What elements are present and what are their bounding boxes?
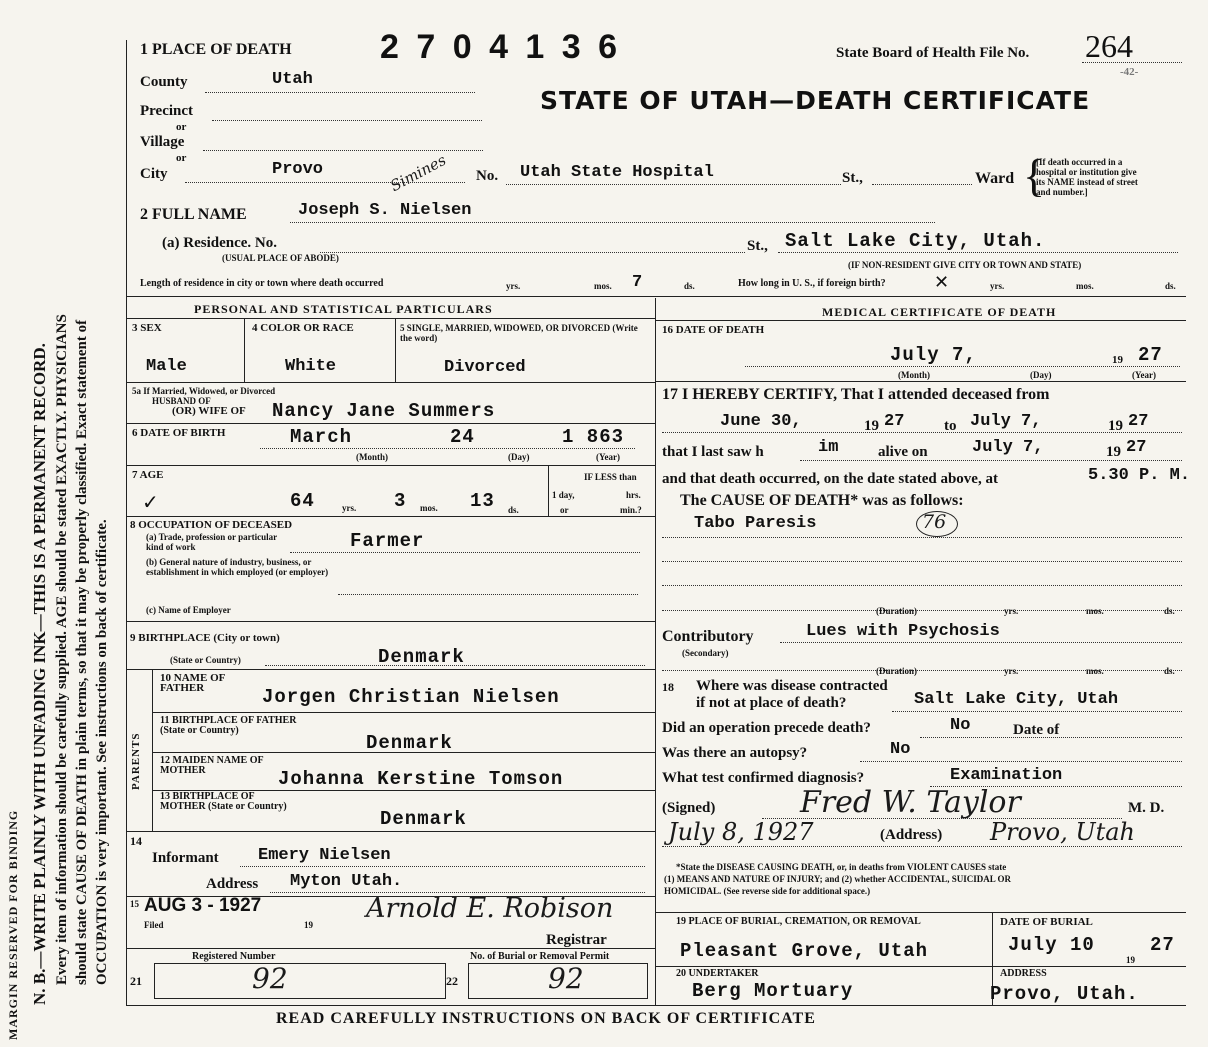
burial-place-label: 19 PLACE OF BURIAL, CREMATION, OR REMOVAL [676, 916, 921, 927]
residence-value: Salt Lake City, Utah. [785, 230, 1046, 252]
spouse-value: Nancy Jane Summers [272, 400, 496, 422]
residence-sub-label: (USUAL PLACE OF ABODE) [222, 253, 339, 263]
file-no-line [1082, 62, 1182, 63]
dob-day: 24 [450, 426, 475, 448]
last-saw-year: 27 [1126, 438, 1147, 457]
file-no-sub: -42- [1120, 66, 1139, 78]
age-days: 13 [470, 490, 495, 512]
city-value: Provo [272, 160, 324, 179]
rule-undertaker-top [655, 966, 1186, 967]
dod-year-caption: (Year) [1132, 370, 1156, 380]
undertaker-address-label: ADDRESS [1000, 968, 1047, 979]
mother-label: 12 MAIDEN NAME OF MOTHER [160, 755, 264, 776]
contributory-duration-line [662, 670, 1182, 671]
sign-date: July 8, 1927 [668, 818, 814, 846]
cause-value: Tabo Paresis [694, 514, 817, 533]
burial-date-19: 19 [1126, 955, 1135, 965]
city-label: City [140, 166, 168, 182]
contributory-ds-label: ds. [1164, 666, 1175, 676]
attend-to-label: to [944, 418, 957, 434]
rule-age-less [548, 465, 549, 516]
cause-duration-label: (Duration) [876, 606, 917, 616]
ward-label: Ward [975, 170, 1015, 187]
signed-label: (Signed) [662, 800, 716, 816]
father-birthplace-value: Denmark [366, 732, 453, 754]
dob-label: 6 DATE OF BIRTH [132, 427, 226, 439]
informant-value: Emery Nielsen [258, 846, 391, 865]
last-saw-pronoun: im [818, 438, 839, 457]
where-contracted-label: Where was disease contracted [696, 678, 888, 694]
residence-label: (a) Residence. No. [162, 235, 277, 251]
where-contracted-label-2: if not at place of death? [696, 695, 847, 711]
occupation-a-line [290, 552, 640, 553]
sex-label: 3 SEX [132, 322, 162, 334]
registered-number-value: 92 [252, 962, 288, 995]
informant-line [240, 866, 645, 867]
years-in-us-label: How long in U. S., if foreign birth? [738, 278, 886, 289]
ward-brace: { [1023, 150, 1046, 201]
contributory-value: Lues with Psychosis [806, 622, 1000, 641]
test-value: Examination [950, 766, 1063, 785]
less-day-label: 1 day, [552, 490, 575, 500]
operation-date-label: Date of [1013, 722, 1060, 738]
permanent-record-note: N. B.—WRITE PLAINLY WITH UNFADING INK—THIS IS A PERMANENT RECORD. [30, 343, 49, 1005]
county-label: County [140, 74, 188, 90]
city-line [185, 182, 465, 183]
us-mos-label: mos. [1076, 281, 1094, 291]
dod-19: 19 [1112, 354, 1123, 366]
parents-label: PARENTS [130, 732, 142, 790]
occupation-b-line [338, 594, 638, 595]
attended-to-year: 27 [1128, 412, 1149, 431]
mother-value: Johanna Kerstine Tomson [278, 768, 564, 790]
st-line [872, 184, 972, 185]
undertaker-value: Berg Mortuary [692, 980, 854, 1002]
alive-on-label: alive on [878, 444, 928, 460]
autopsy-value: No [890, 740, 911, 759]
birthplace-label: 9 BIRTHPLACE (City or town) [130, 632, 280, 644]
autopsy-label: Was there an autopsy? [662, 745, 808, 761]
cause-line-3 [662, 585, 1182, 586]
rule-medical-top [655, 320, 1186, 321]
date-of-death-value: July 7, [890, 344, 977, 366]
precinct-label: Precinct [140, 103, 194, 119]
spouse-label-2: HUSBAND OF [152, 396, 211, 406]
operation-value: No [950, 716, 971, 735]
father-value: Jorgen Christian Nielsen [262, 686, 560, 708]
rule-below-dod [655, 381, 1186, 382]
date-of-death-year: 27 [1138, 344, 1163, 366]
operation-label: Did an operation precede death? [662, 720, 871, 736]
rule-below-dob [126, 465, 655, 466]
marital-label: 5 SINGLE, MARRIED, WIDOWED, OR DIVORCED (Write the word) [400, 323, 638, 343]
num-22: 22 [446, 974, 458, 988]
informant-num: 14 [130, 834, 142, 848]
certificate-number: 2 7 0 4 1 3 6 [380, 28, 622, 66]
residence-no-line [320, 252, 745, 253]
physician-signature: Fred W. Taylor [800, 785, 1021, 820]
spouse-label-3: (OR) WIFE OF [172, 405, 246, 417]
date-of-death-label: 16 DATE OF DEATH [662, 324, 765, 336]
less-than-label: IF LESS than [584, 472, 637, 482]
full-name-line [290, 222, 935, 223]
file-number: 264 [1085, 28, 1133, 64]
personal-section-title: PERSONAL AND STATISTICAL PARTICULARS [194, 302, 493, 316]
occupation-label: 8 OCCUPATION OF DECEASED [130, 519, 293, 531]
footer-instructions: READ CAREFULLY INSTRUCTIONS ON BACK OF CERTIFICATE [276, 1010, 816, 1027]
dob-year-caption: (Year) [596, 452, 620, 462]
dod-month-caption: (Month) [898, 370, 930, 380]
spouse-label-1: 5a If Married, Widowed, or Divorced [132, 386, 276, 396]
or-label-2: or [176, 152, 187, 164]
institution-line [506, 184, 841, 185]
sex-value: Male [146, 357, 187, 376]
rule-parents [152, 669, 153, 831]
father-birthplace-label: 11 BIRTHPLACE OF FATHER (State or Country) [160, 715, 297, 736]
precinct-line [212, 120, 482, 121]
autopsy-line [860, 761, 1182, 762]
last-saw-line [800, 460, 1182, 461]
registered-number-label: Registered Number [192, 951, 276, 962]
dob-month: March [290, 426, 353, 448]
where-contracted-line [892, 711, 1182, 712]
cause-yrs-label: yrs. [1004, 606, 1019, 616]
sign-date-line [662, 846, 1182, 847]
county-line [205, 92, 475, 93]
form-bottom-border [126, 1005, 1186, 1006]
institution-value: Utah State Hospital [520, 163, 714, 182]
footnote-line-1: *State the DISEASE CAUSING DEATH, or, in deaths from VIOLENT CAUSES state [676, 862, 1007, 872]
undertaker-address-value: Provo, Utah. [990, 983, 1139, 1005]
less-hrs-label: hrs. [626, 490, 641, 500]
birthplace-line [265, 665, 645, 666]
burial-date-year: 27 [1150, 934, 1175, 956]
last-saw-label: that I last saw h [662, 444, 764, 460]
q18-num: 18 [662, 680, 674, 694]
place-of-death-label: 1 PLACE OF DEATH [140, 41, 292, 58]
occupation-value: Farmer [350, 530, 425, 552]
footnote-line-2: (1) MEANS AND NATURE OF INJURY; and (2) whether ACCIDENTAL, SUICIDAL OR [664, 874, 1012, 884]
cause-line-2 [662, 561, 1182, 562]
rule-below-father [152, 712, 655, 713]
us-yrs-label: yrs. [990, 281, 1005, 291]
full-name-value: Joseph S. Nielsen [298, 201, 472, 220]
residence-st-label: St., [747, 238, 768, 254]
certify-label: 17 I HEREBY CERTIFY, That I attended deceased from [662, 386, 1050, 403]
birthplace-value: Denmark [378, 646, 465, 668]
village-label: Village [140, 134, 185, 150]
length-of-residence-label: Length of residence in city or town where death occurred [140, 278, 384, 289]
contributory-label: Contributory [662, 628, 754, 645]
age-years: 64 [290, 490, 315, 512]
column-divider [655, 298, 656, 1006]
undertaker-label: 20 UNDERTAKER [676, 968, 759, 979]
burial-permit-label: No. of Burial or Removal Permit [470, 951, 610, 962]
num-21: 21 [130, 974, 142, 988]
dod-day-caption: (Day) [1030, 370, 1052, 380]
test-label: What test confirmed diagnosis? [662, 770, 865, 786]
burial-date-label: DATE OF BURIAL [1000, 916, 1093, 928]
contributory-line [780, 642, 1182, 643]
length-yrs-label: yrs. [506, 281, 521, 291]
rule-below-father-bp [152, 752, 655, 753]
where-contracted-value: Salt Lake City, Utah [914, 690, 1119, 709]
burial-date-value: July 10 [1008, 934, 1095, 956]
rule-burial-top [655, 912, 1186, 913]
less-or-label: or [560, 505, 569, 515]
dob-day-caption: (Day) [508, 452, 530, 462]
residence-line [778, 252, 1178, 253]
filed-19: 19 [304, 920, 313, 930]
age-months: 3 [394, 490, 407, 512]
cause-ds-label: ds. [1164, 606, 1175, 616]
rule-below-occupation [126, 621, 655, 622]
filed-date: AUG 3 - 1927 [144, 895, 262, 916]
mother-birthplace-label: 13 BIRTHPLACE OF MOTHER (State or Country) [160, 791, 287, 812]
registrar-signature: Arnold E. Robison [366, 893, 614, 924]
birthplace-sub-label: (State or Country) [170, 655, 241, 665]
ward-note: [If death occurred in a hospital or institution give its NAME instead of street and number.] [1036, 157, 1138, 197]
dob-month-caption: (Month) [356, 452, 388, 462]
medical-section-title: MEDICAL CERTIFICATE OF DEATH [822, 305, 1057, 319]
physician-address: Provo, Utah [990, 818, 1135, 846]
informant-address-value: Myton Utah. [290, 872, 403, 891]
attended-from-year: 27 [884, 412, 905, 431]
dob-line [260, 448, 635, 449]
race-value: White [285, 357, 337, 376]
cause-line-1 [662, 537, 1182, 538]
age-mos-label: mos. [420, 503, 438, 513]
length-ds-label: ds. [684, 281, 695, 291]
divider-upper [126, 296, 1186, 297]
rule-below-age [126, 516, 655, 517]
full-name-label: 2 FULL NAME [140, 206, 247, 223]
rule-below-mother-bp [126, 831, 655, 832]
burial-place-value: Pleasant Grove, Utah [680, 940, 929, 962]
cause-label: The CAUSE OF DEATH* was as follows: [680, 492, 964, 509]
contributory-yrs-label: yrs. [1004, 666, 1019, 676]
race-label: 4 COLOR OR RACE [252, 322, 354, 334]
length-mos-value: 7 [632, 273, 643, 292]
physician-address-label: (Address) [880, 827, 943, 843]
form-left-border [126, 40, 127, 1005]
attended-to: July 7, [970, 412, 1042, 431]
age-ds-label: ds. [508, 505, 519, 515]
rule-race-marital [395, 318, 396, 382]
filed-label: Filed [144, 920, 164, 930]
age-label: 7 AGE [132, 469, 164, 481]
last-saw-19: 19 [1106, 444, 1121, 460]
md-label: M. D. [1128, 800, 1165, 816]
contributory-duration-label: (Duration) [876, 666, 917, 676]
non-resident-note: (IF NON-RESIDENT GIVE CITY OR TOWN AND STATE) [848, 260, 1082, 270]
county-value: Utah [272, 70, 313, 89]
date-of-death-line [745, 366, 1180, 367]
operation-line [920, 737, 1182, 738]
employer-label: (c) Name of Employer [146, 605, 231, 615]
rule-below-sex [126, 382, 655, 383]
cause-mos-label: mos. [1086, 606, 1104, 616]
attended-from: June 30, [720, 412, 802, 431]
occupation-b-label: (b) General nature of industry, business, or establishment in which employed (or employer) [146, 557, 329, 577]
contributory-sub-label: (Secondary) [682, 648, 729, 658]
informant-address-label: Address [206, 876, 259, 892]
length-mos-label: mos. [594, 281, 612, 291]
informant-label: Informant [152, 850, 219, 866]
less-min-label: min.? [620, 505, 642, 515]
mother-birthplace-value: Denmark [380, 808, 467, 830]
or-label-1: or [176, 121, 187, 133]
cause-code: 76 [922, 511, 947, 533]
certificate-title: STATE OF UTAH—DEATH CERTIFICATE [540, 86, 1091, 115]
last-saw-date: July 7, [972, 438, 1044, 457]
st-label: St., [842, 170, 863, 186]
occupation-a-label: (a) Trade, profession or particular kind of work [146, 532, 277, 552]
footnote-line-3: HOMICIDAL. (See reverse side for additional space.) [664, 886, 871, 896]
father-label: 10 NAME OF FATHER [160, 672, 225, 694]
name-correction: Simines [387, 150, 450, 196]
death-time: 5.30 P. M. [1088, 466, 1191, 485]
instruction-note-2: should state CAUSE OF DEATH in plain terms, so that it may be properly classified. Exact statement of [74, 319, 90, 985]
registered-number-box [154, 963, 446, 999]
binding-margin-note: MARGIN RESERVED FOR BINDING [6, 809, 20, 1040]
burial-permit-value: 92 [548, 962, 584, 995]
filed-num: 15 [130, 899, 139, 909]
attend-to-19: 19 [1108, 418, 1123, 434]
contributory-mos-label: mos. [1086, 666, 1104, 676]
rule-below-spouse [126, 423, 655, 424]
rule-sex-race [244, 318, 245, 382]
registrar-label: Registrar [546, 932, 607, 948]
age-check: ✓ [142, 490, 159, 514]
cause-duration-line [662, 610, 1182, 611]
street-no-label: No. [476, 168, 499, 184]
age-yrs-label: yrs. [342, 503, 357, 513]
attend-from-19: 19 [864, 418, 879, 434]
rule-below-registrar [126, 948, 655, 949]
years-in-us-mark: ✕ [934, 272, 950, 293]
file-no-label: State Board of Health File No. [836, 45, 1030, 61]
instruction-note-1: Every item of information should be carefully supplied. AGE should be stated EXACTLY. PHYSICIANS [54, 314, 70, 985]
us-ds-label: ds. [1165, 281, 1176, 291]
rule-below-birthplace [126, 669, 655, 670]
dob-year: 1 863 [562, 426, 625, 448]
attended-line [662, 432, 1182, 433]
rule-personal-top [126, 318, 655, 319]
instruction-note-3: OCCUPATION is very important. See instructions on back of certificate. [94, 519, 110, 985]
death-occurred-label: and that death occurred, on the date stated above, at [662, 471, 998, 487]
marital-value: Divorced [444, 358, 526, 377]
